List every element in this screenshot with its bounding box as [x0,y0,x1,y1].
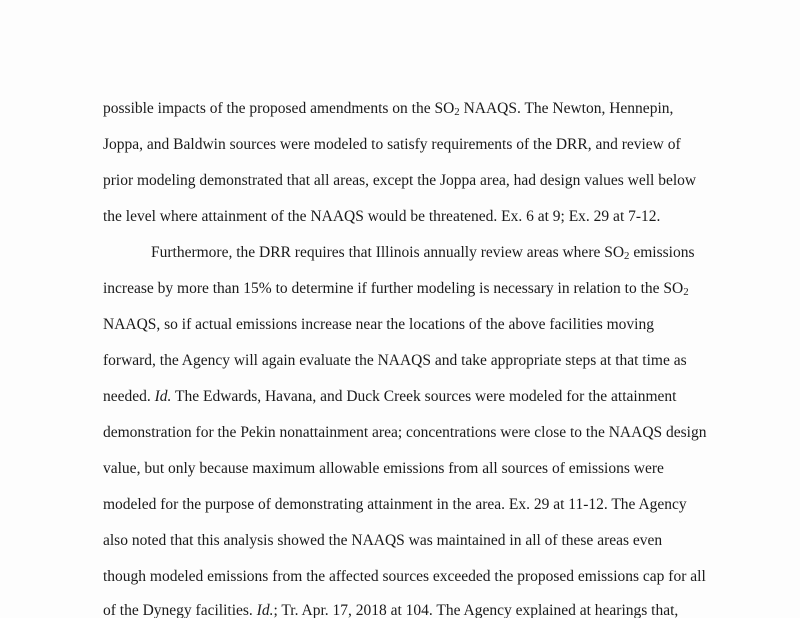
text-line: demonstration for the Pekin nonattainment area; concentrations were close to the NAAQS design [103,424,707,441]
text-line: value, but only because maximum allowable emissions from all sources of emissions were [103,460,664,477]
text-line: possible impacts of the proposed amendments on the $SO_2$ NAAQS. The Newton, Hennepin, [103,100,674,119]
text-line: though modeled emissions from the affected sources exceeded the proposed emissions cap for all [103,568,706,585]
text-line: modeled for the purpose of demonstrating attainment in the area. Ex. 29 at 11-12. The Agency [103,496,687,513]
text-line: increase by more than 15% to determine if further modeling is necessary in relation to the $SO_2$ [103,280,689,299]
text-line: prior modeling demonstrated that all areas, except the Joppa area, had design values well below [103,172,697,189]
text-line: Furthermore, the DRR requires that Illinois annually review areas where $SO_2$ emissions [151,244,695,263]
text-line: forward, the Agency will again evaluate the NAAQS and take appropriate steps at that time as [103,352,687,369]
text-line: the level where attainment of the NAAQS would be threatened. Ex. 6 at 9; Ex. 29 at 7-12. [103,208,661,225]
text-line: NAAQS, so if actual emissions increase near the locations of the above facilities moving [103,316,654,333]
text-line: of the Dynegy facilities. Id.; Tr. Apr. 17, 2018 at 104. The Agency explained at hearings that, [103,602,679,618]
text-line: also noted that this analysis showed the NAAQS was maintained in all of these areas even [103,532,663,549]
text-line: needed. Id. The Edwards, Havana, and Duck Creek sources were modeled for the attainment [103,388,677,405]
text-line: Joppa, and Baldwin sources were modeled to satisfy requirements of the DRR, and review of [103,136,681,153]
